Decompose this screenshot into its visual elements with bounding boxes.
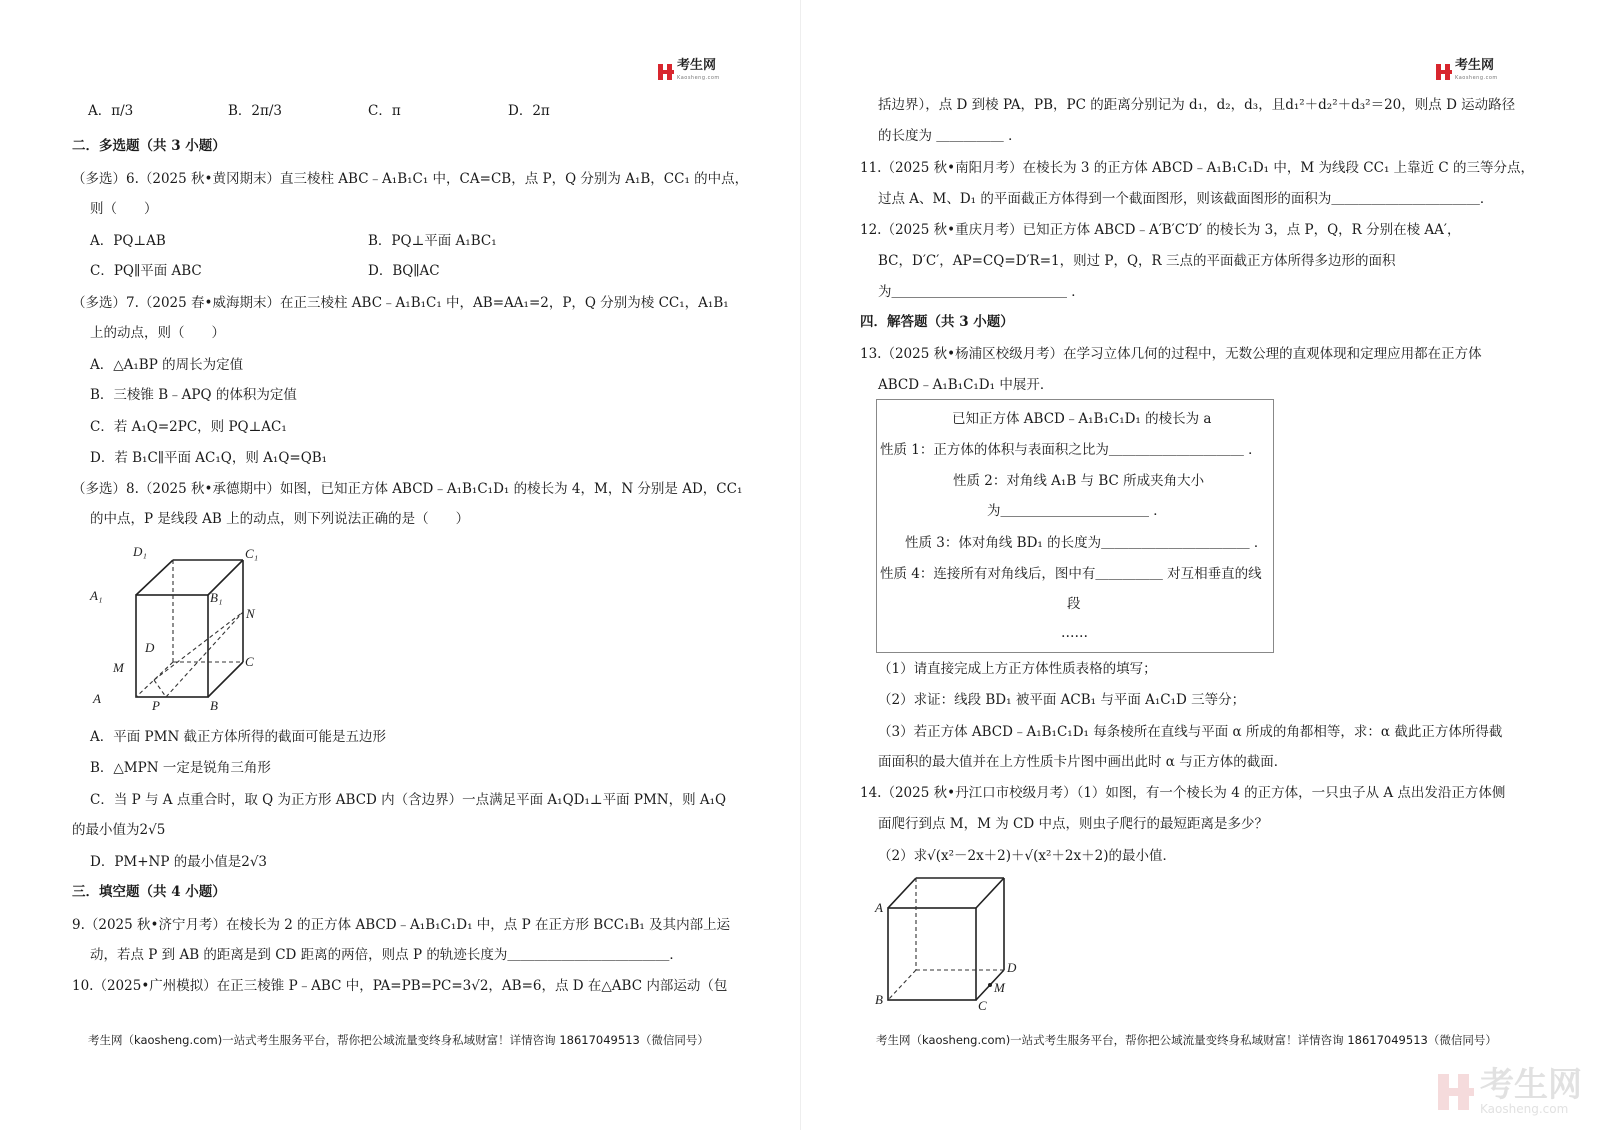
q10-text: 括边界），点 D 到棱 PA，PB，PC 的距离分别记为 d₁，d₂，d₃，且d₁²＋d₂²＋d₃²＝20，则点 D 运动路径 xyxy=(878,97,1516,113)
q6-option-a: A．PQ⊥AB xyxy=(90,233,166,249)
fig-label-b1: B₁ xyxy=(210,590,223,605)
fig-label-m: M xyxy=(113,660,124,675)
fig-label-d: D xyxy=(145,640,155,655)
q8-stem: 的中点，P 是线段 AB 上的动点，则下列说法正确的是（ ） xyxy=(90,511,470,527)
q6-option-c: C．PQ∥平面 ABC xyxy=(90,263,202,279)
fig-label-c: C xyxy=(245,654,254,669)
q10-text: 10.（2025•广州模拟）在正三棱锥 P﹣ABC 中，PA=PB=PC=3√2，AB=6，点 D 在△ABC 内部运动（包 xyxy=(72,978,728,994)
fig-label-a1: A₁ xyxy=(90,588,103,603)
fig-label-b: B xyxy=(875,992,883,1007)
fig-label-a: A xyxy=(875,900,883,915)
q12-text: 为＿＿＿＿＿＿＿＿＿＿＿＿＿ ． xyxy=(878,284,1085,300)
watermark-logo-icon xyxy=(1438,1074,1474,1110)
q7-stem: （多选）7.（2025 春•威海期末）在正三棱柱 ABC﹣A₁B₁C₁ 中，AB=AA₁=2，P，Q 分别为棱 CC₁，A₁B₁ xyxy=(72,295,729,311)
fig-label-p: P xyxy=(152,698,160,713)
card-ellipsis: …… xyxy=(1061,625,1088,641)
watermark-text: 考生网 xyxy=(1480,1065,1582,1105)
q14-cube-figure xyxy=(872,872,1032,1014)
q14-sub-2: （2）求√(x²－2x＋2)＋√(x²＋2x＋2)的最小值． xyxy=(878,848,1176,864)
q9-text: 9.（2025 秋•济宁月考）在棱长为 2 的正方体 ABCD﹣A₁B₁C₁D₁ 中，点 P 在正方形 BCC₁B₁ 及其内部上运 xyxy=(72,917,731,933)
page-divider xyxy=(800,0,801,1130)
q8-cube-figure xyxy=(88,540,268,720)
q6-stem: （多选）6.（2025 秋•黄冈期末）直三棱柱 ABC﹣A₁B₁C₁ 中，CA=CB，点 P，Q 分别为 A₁B，CC₁ 的中点， xyxy=(72,171,749,187)
fig-label-m: M xyxy=(994,980,1005,995)
section-2-title: 二．多选题（共 3 小题） xyxy=(72,138,226,154)
q7-option-a: A．△A₁BP 的周长为定值 xyxy=(90,357,244,373)
q11-text: 11.（2025 秋•南阳月考）在棱长为 3 的正方体 ABCD﹣A₁B₁C₁D₁ 中，M 为线段 CC₁ 上靠近 C 的三等分点， xyxy=(860,160,1535,176)
q5-option-a: A．π/3 xyxy=(88,103,134,119)
q10-text: 的长度为 ＿＿＿＿＿ ． xyxy=(878,128,1022,144)
fig-label-a: A xyxy=(93,691,101,706)
logo-mark-icon xyxy=(658,64,674,80)
fig-label-c1: C₁ xyxy=(245,546,259,561)
q7-option-d: D．若 B₁C∥平面 AC₁Q，则 A₁Q=QB₁ xyxy=(90,450,328,466)
q13-sub-2: （2）求证：线段 BD₁ 被平面 ACB₁ 与平面 A₁C₁D 三等分； xyxy=(878,692,1246,708)
fig-label-c: C xyxy=(978,998,987,1013)
section-3-title: 三．填空题（共 4 小题） xyxy=(72,884,226,900)
brand-logo xyxy=(1436,60,1498,84)
footer-text: 考生网（kaosheng.com)一站式考生服务平台，帮你把公域流量变终身私域财富！详情咨询 18617049513（微信同号） xyxy=(88,1033,709,1047)
logo-text: 考生网 Kaosheng.com xyxy=(1455,58,1498,81)
q11-text: 过点 A、M、D₁ 的平面截正方体得到一个截面图形，则该截面图形的面积为＿＿＿＿＿＿＿＿＿＿＿． xyxy=(878,191,1494,207)
q5-option-c: C．π xyxy=(368,103,401,119)
card-property-1: 性质 1：正方体的体积与表面积之比为＿＿＿＿＿＿＿＿＿＿ ． xyxy=(880,442,1262,458)
card-title: 已知正方体 ABCD﹣A₁B₁C₁D₁ 的棱长为 a xyxy=(952,411,1212,427)
q14-text: 面爬行到点 M，M 为 CD 中点，则虫子爬行的最短距离是多少？ xyxy=(878,816,1268,832)
q9-text: 动，若点 P 到 AB 的距离是到 CD 距离的两倍，则点 P 的轨迹长度为＿＿＿＿＿＿＿＿＿＿＿＿． xyxy=(90,947,683,963)
q7-option-b: B．三棱锥 B﹣APQ 的体积为定值 xyxy=(90,387,297,403)
q13-sub-3-cont: 面面积的最大值并在上方性质卡片图中画出此时 α 与正方体的截面． xyxy=(878,754,1288,770)
q13-text: 13.（2025 秋•杨浦区校级月考）在学习立体几何的过程中，无数公理的直观体现和定理应用都在正方体 xyxy=(860,346,1482,362)
q6-option-b: B．PQ⊥平面 A₁BC₁ xyxy=(368,233,497,249)
q6-stem: 则（ ） xyxy=(90,201,158,217)
point-m-dot xyxy=(988,983,992,987)
card-property-2: 性质 2：对角线 A₁B 与 BC 所成夹角大小 xyxy=(953,473,1205,489)
q13-sub-3: （3）若正方体 ABCD﹣A₁B₁C₁D₁ 每条棱所在直线与平面 α 所成的角都相等，求：α 截此正方体所得截 xyxy=(878,724,1503,740)
q13-sub-1: （1）请直接完成上方正方体性质表格的填写； xyxy=(878,661,1157,677)
card-property-3: 性质 3：体对角线 BD₁ 的长度为＿＿＿＿＿＿＿＿＿＿＿ ． xyxy=(905,535,1268,551)
q8-option-b: B．△MPN 一定是锐角三角形 xyxy=(90,760,271,776)
q8-option-d: D．PM+NP 的最小值是2√3 xyxy=(90,854,268,870)
q13-text: ABCD﹣A₁B₁C₁D₁ 中展开． xyxy=(878,377,1054,393)
card-property-2-cont: 为＿＿＿＿＿＿＿＿＿＿＿ ． xyxy=(987,503,1167,519)
fig-label-d: D xyxy=(1007,960,1017,975)
q7-option-c: C．若 A₁Q=2PC，则 PQ⊥AC₁ xyxy=(90,419,287,435)
brand-logo xyxy=(658,60,720,84)
card-property-4-cont: 段 xyxy=(1067,596,1081,612)
q14-text: 14.（2025 秋•丹江口市校级月考）（1）如图，有一个棱长为 4 的正方体，一只虫子从 A 点出发沿正方体侧 xyxy=(860,785,1506,801)
fig-label-b: B xyxy=(210,698,218,713)
q12-text: 12.（2025 秋•重庆月考）已知正方体 ABCD﹣A′B′C′D′ 的棱长为 3，点 P，Q，R 分别在棱 AA′， xyxy=(860,222,1461,238)
section-4-title: 四．解答题（共 3 小题） xyxy=(860,314,1014,330)
logo-mark-icon xyxy=(1436,64,1452,80)
fig-label-n: N xyxy=(246,606,255,621)
q8-option-c: C．当 P 与 A 点重合时，取 Q 为正方形 ABCD 内（含边界）一点满足平面 A₁QD₁⊥平面 PMN，则 A₁Q xyxy=(90,792,727,808)
logo-text: 考生网 Kaosheng.com xyxy=(677,58,720,81)
q8-option-c-cont: 的最小值为2√5 xyxy=(72,822,166,838)
q8-option-a: A．平面 PMN 截正方体所得的截面可能是五边形 xyxy=(90,729,387,745)
fig-label-d1: D₁ xyxy=(133,544,147,559)
footer-text: 考生网（kaosheng.com)一站式考生服务平台，帮你把公域流量变终身私域财富！详情咨询 18617049513（微信同号） xyxy=(876,1033,1497,1047)
q7-stem: 上的动点，则（ ） xyxy=(90,325,225,341)
card-property-4: 性质 4：连接所有对角线后，图中有＿＿＿＿＿ 对互相垂直的线 xyxy=(880,566,1262,582)
q8-stem: （多选）8.（2025 秋•承德期中）如图，已知正方体 ABCD﹣A₁B₁C₁D₁ 的棱长为 4，M，N 分别是 AD，CC₁ xyxy=(72,481,743,497)
watermark xyxy=(1438,1065,1582,1116)
q5-option-b: B．2π/3 xyxy=(228,103,283,119)
q6-option-d: D．BQ∥AC xyxy=(368,263,440,279)
q12-text: BC，D′C′，AP=CQ=D′R=1，则过 P，Q，R 三点的平面截正方体所得多边形的面积 xyxy=(878,253,1396,269)
q5-option-d: D．2π xyxy=(508,103,550,119)
property-card xyxy=(876,399,1274,653)
watermark-sub: Kaosheng.com xyxy=(1480,1102,1569,1116)
